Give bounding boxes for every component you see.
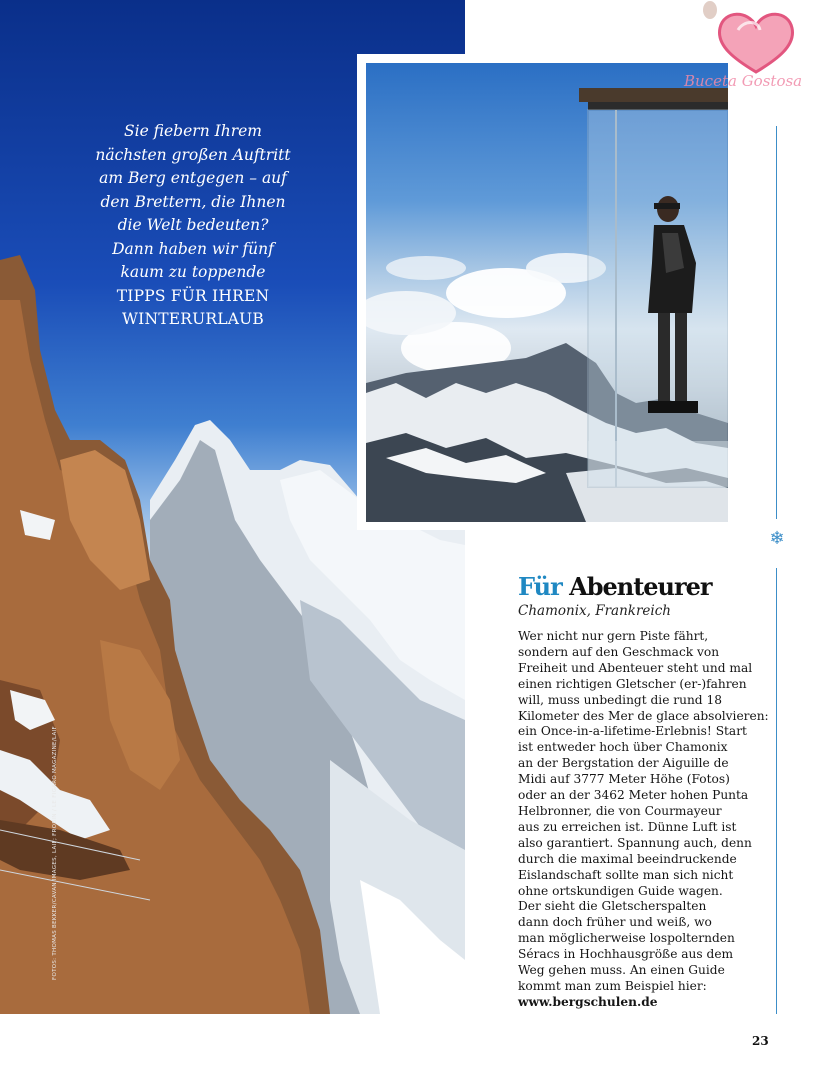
intro-line: den Brettern, die Ihnen (100, 192, 286, 211)
body-line: einen richtigen Gletscher (er-)fahren (518, 676, 747, 691)
intro-line: Sie fiebern Ihrem (124, 122, 262, 140)
watermark-text: Buceta Gostosa (684, 72, 803, 90)
vertical-rule-top (776, 126, 777, 519)
intro-caps-line: WINTERURLAUB (121, 310, 264, 328)
body-line: Weg gehen muss. An einen Guide (518, 963, 725, 978)
body-line: an der Bergstation der Aiguille de (518, 756, 729, 771)
body-line: Freiheit und Abenteuer steht und mal (518, 660, 753, 675)
headline-rest: Abenteurer (561, 572, 712, 601)
body-line: will, muss unbedingt die rund 18 (518, 692, 722, 707)
headline-accent: Für (518, 572, 562, 601)
article-headline (518, 572, 750, 601)
body-line: dann doch früher und weiß, wo (518, 915, 712, 930)
article-link[interactable]: www.bergschulen.de (518, 994, 658, 1009)
body-line: sondern auf den Geschmack von (518, 644, 720, 659)
body-line: Helbronner, die von Courmayeur (518, 803, 722, 818)
page-number: 23 (752, 1034, 769, 1048)
body-line: also garantiert. Spannung auch, denn (518, 835, 752, 850)
body-line: durch die maximal beeindruckende (518, 851, 737, 866)
body-line: man möglicherweise lospolternden (518, 931, 735, 946)
body-line: oder an der 3462 Meter hohen Punta (518, 788, 749, 803)
article-body (518, 629, 769, 1011)
body-line: ist entweder hoch über Chamonix (518, 740, 728, 755)
body-line: aus zu erreichen ist. Dünne Luft ist (518, 819, 737, 834)
vertical-rule-bottom (776, 568, 777, 1014)
skywalk-photo (366, 63, 728, 522)
body-line: ein Once-in-a-lifetime-Erlebnis! Start (518, 724, 747, 739)
intro-caps-line: TIPPS FÜR IHREN (116, 286, 270, 305)
snowflake-icon: ❄ (769, 528, 785, 549)
body-line: Der sieht die Gletscherspalten (518, 899, 707, 914)
body-line: kommt man zum Beispiel hier: (518, 978, 707, 993)
skywalk-scene (366, 63, 728, 522)
intro-text (88, 120, 298, 332)
body-line: Eislandschaft sollte man sich nicht (518, 867, 734, 882)
intro-line: am Berg entgegen – auf (99, 169, 287, 187)
photo-credit: FOTOS: THOMAS BEKKER/CAVAN IMAGES, LAIF; FROBIN / LE FIGARO MAGAZINE/LAIF (52, 726, 58, 980)
intro-line: Dann haben wir fünf (112, 239, 274, 258)
body-line: ohne ortskundigen Guide wagen. (518, 883, 723, 898)
body-line: Kilometer des Mer de glace absolvieren: (518, 708, 769, 723)
intro-line: die Welt bedeuten? (117, 216, 269, 234)
body-line: Séracs in Hochhausgröße aus dem (518, 947, 734, 962)
intro-line: nächsten großen Auftritt (95, 145, 291, 164)
article-location: Chamonix, Frankreich (518, 603, 671, 619)
intro-line: kaum zu toppende (120, 263, 266, 281)
article (518, 572, 769, 1011)
body-line: Wer nicht nur gern Piste fährt, (518, 629, 709, 643)
body-line: Midi auf 3777 Meter Höhe (Fotos) (518, 772, 730, 787)
